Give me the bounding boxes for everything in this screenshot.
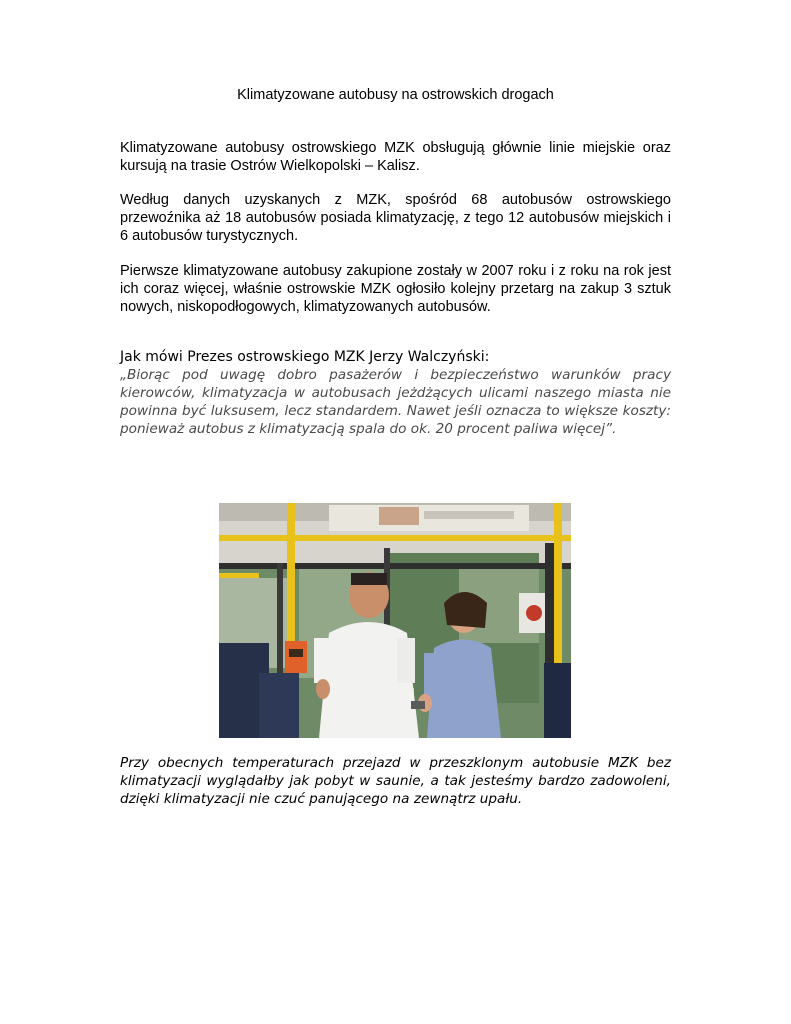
- photo-caption: Przy obecnych temperaturach przejazd w przeszklonym autobusie MZK bez klimatyzacji wyglądałby jak pobyt w saunie, a tak jesteśmy bardzo zadowoleni, dzięki klimatyzacji nie czuć panującego na zewnątrz upału.: [120, 755, 671, 807]
- paragraph-3: Pierwsze klimatyzowane autobusy zakupione zostały w 2007 roku i z roku na rok jest ich coraz więcej, właśnie ostrowskie MZK ogłosiło kolejny przetarg na zakup 3 sztuk nowych, niskopodłogowych, klimatyzowanych autobusów.: [120, 263, 671, 315]
- bus-interior-photo: [219, 503, 571, 738]
- paragraph-1: Klimatyzowane autobusy ostrowskiego MZK obsługują głównie linie miejskie oraz kursują na trasie Ostrów Wielkopolski – Kalisz.: [120, 140, 671, 174]
- document-title: Klimatyzowane autobusy na ostrowskich drogach: [237, 87, 554, 103]
- photo-illustration: [219, 503, 571, 738]
- paragraph-2: Według danych uzyskanych z MZK, spośród 68 autobusów ostrowskiego przewoźnika aż 18 autobusów posiada klimatyzację, z tego 12 autobusów miejskich i 6 autobusów turystycznych.: [120, 192, 671, 244]
- quote-text: „Biorąc pod uwagę dobro pasażerów i bezpieczeństwo warunków pracy kierowców, klimatyzacja w autobusach jeżdżących ulicami naszego miasta nie powinna być luksusem, lecz standardem. Nawet jeśli oznacza to większe koszty: ponieważ autobus z klimatyzacją spala do ok. 20 procent paliwa więcej”.: [120, 367, 671, 437]
- quote-intro: Jak mówi Prezes ostrowskiego MZK Jerzy Walczyński:: [120, 349, 490, 365]
